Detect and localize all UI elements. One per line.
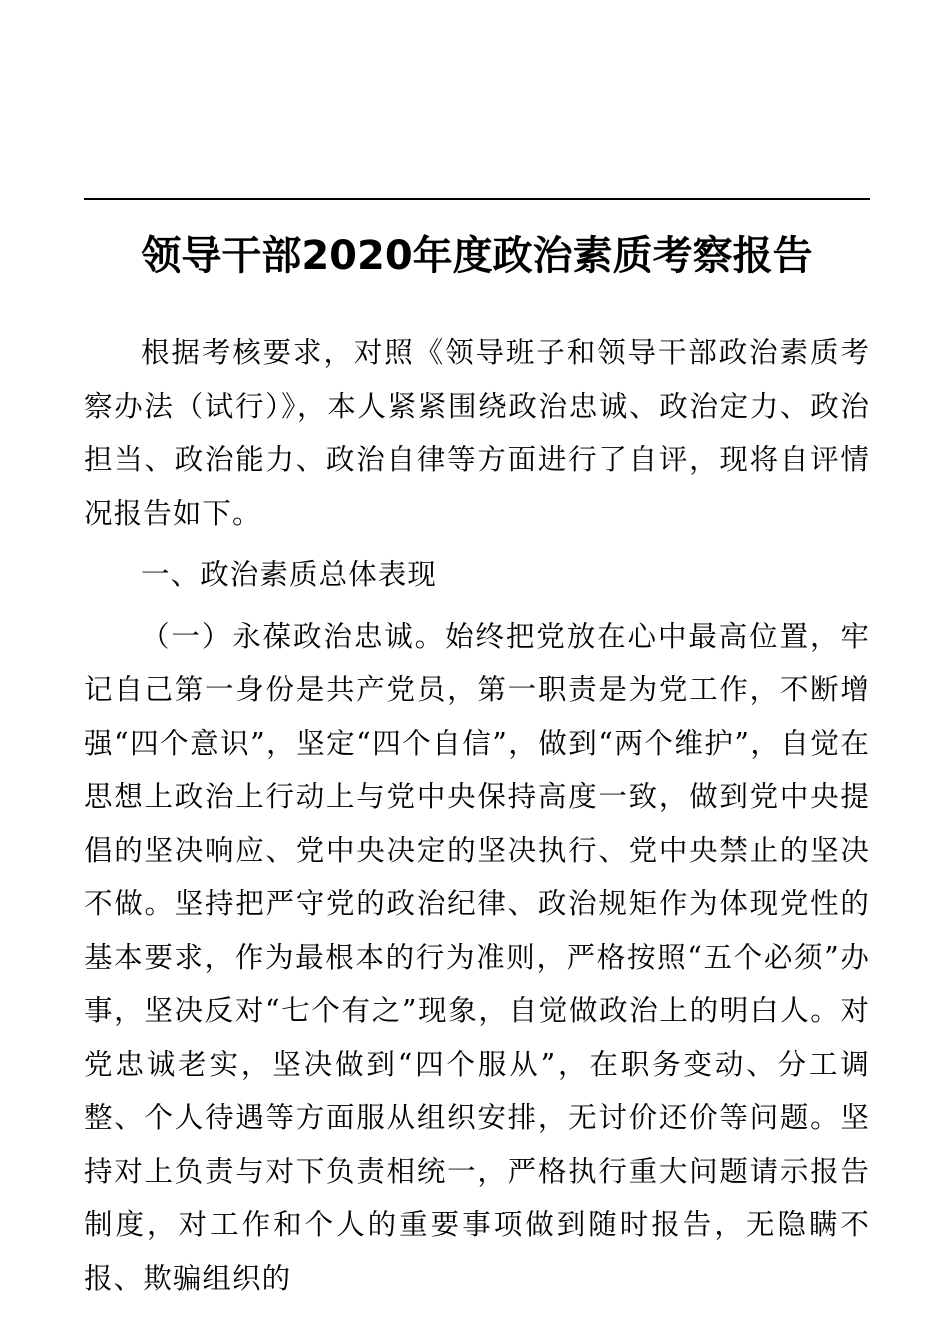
header-rule bbox=[84, 198, 870, 200]
section-heading: 一、政治素质总体表现 bbox=[141, 558, 438, 591]
intro-paragraph: 根据考核要求，对照《领导班子和领导干部政治素质考察办法（试行）》，本人紧紧围绕政治忠诚、政治定力、政治担当、政治能力、政治自律等方面进行了自评，现将自评情况报告如下。 bbox=[84, 336, 870, 530]
document-title: 领导干部2020年度政治素质考察报告 bbox=[141, 233, 813, 279]
document-body bbox=[84, 326, 870, 1305]
body-paragraph: （一）永葆政治忠诚。始终把党放在心中最高位置，牢记自己第一身份是共产党员，第一职责是为党工作，不断增强“四个意识”，坚定“四个自信”，做到“两个维护”，自觉在思想上政治上行动上与党中央保持高度一致，做到党中央提倡的坚决响应、党中央决定的坚决执行、党中央禁止的坚决不做。坚持把严守党的政治纪律、政治规矩作为体现党性的基本要求，作为最根本的行为准则，严格按照“五个必须”办事，坚决反对“七个有之”现象，自觉做政治上的明白人。对党忠诚老实，坚决做到“四个服从”，在职务变动、分工调整、个人待遇等方面服从组织安排，无讨价还价等问题。坚持对上负责与对下负责相统一，严格执行重大问题请示报告制度，对工作和个人的重要事项做到随时报告，无隐瞒不报、欺骗组织的 bbox=[84, 619, 870, 1295]
